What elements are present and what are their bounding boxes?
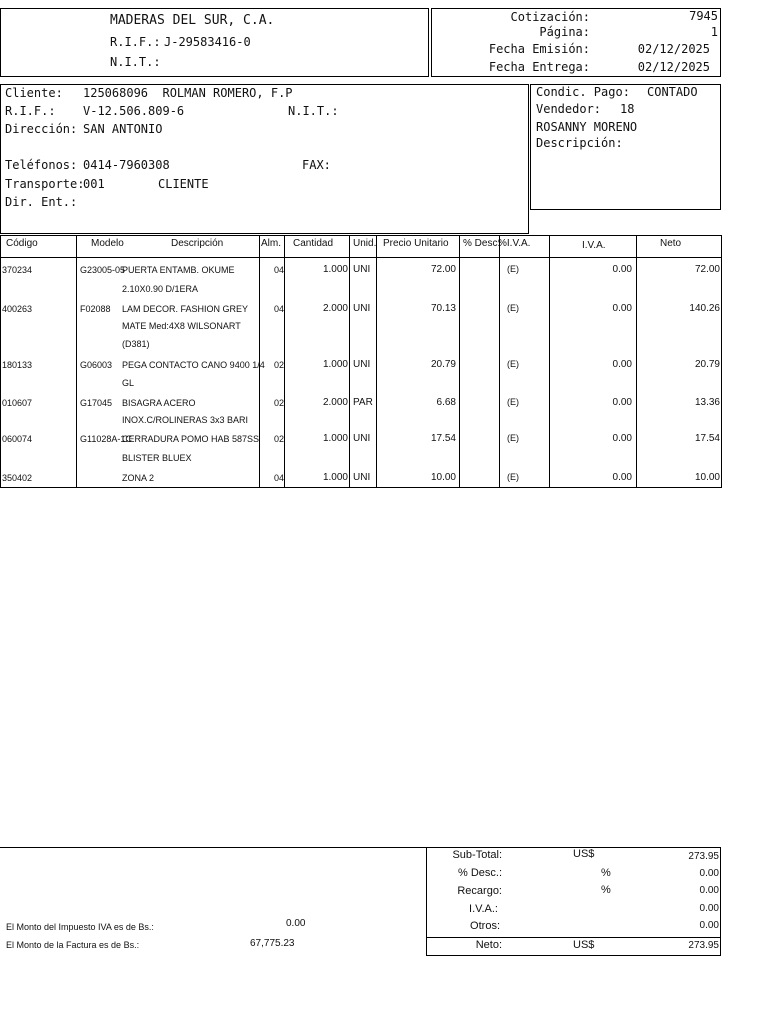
iva-bs-label: El Monto del Impuesto IVA es de Bs.: [6,922,154,932]
neto-value: 273.95 [688,940,719,951]
table-col-line [76,235,77,488]
cell-iva: 0.00 [612,397,632,408]
client-nit-label: N.I.T.: [288,104,339,118]
cell-unid: UNI [353,303,371,314]
cotizacion-label: Cotización: [510,10,590,24]
table-col-line [0,235,1,488]
footer-top-line [0,847,721,848]
pagina-label: Página: [539,25,590,39]
client-box [0,84,529,234]
client-rif-label: R.I.F.: [5,104,56,118]
cell-alm: 02 [274,398,285,408]
table-col-line [499,235,500,488]
cell-cantidad: 1.000 [322,264,348,275]
cell-alm: 02 [274,360,285,370]
cell-porc-iva: (E) [507,303,519,313]
company-name: MADERAS DEL SUR, C.A. [110,13,275,28]
cell-cantidad: 1.000 [322,359,348,370]
fecha-entrega-value: 02/12/2025 [637,60,710,74]
cell-porc-iva: (E) [507,264,519,274]
cell-porc-iva: (E) [507,472,519,482]
fecha-emision-label: Fecha Emisión: [488,42,590,56]
iva-total-value: 0.00 [699,903,719,914]
cell-precio: 72.00 [430,264,456,275]
cliente-label: Cliente: [5,86,63,100]
footer-separator [426,847,427,956]
cell-precio: 17.54 [430,433,456,444]
cell-porc-iva: (E) [507,359,519,369]
cell-codigo: 010607 [2,398,33,408]
cliente-value: 125068096 ROLMAN ROMERO, F.P [83,86,293,100]
desc-label: % Desc.: [457,867,502,879]
cell-neto: 20.79 [694,359,720,370]
otros-label: Otros: [470,920,500,932]
direccion-value: SAN ANTONIO [83,122,163,136]
cell-precio: 70.13 [430,303,456,314]
transporte-label: Transporte: [5,177,85,191]
factura-bs-label: El Monto de la Factura es de Bs.: [6,940,140,950]
descripcion-label: Descripción: [536,136,623,150]
company-rif-label: R.I.F.: [110,35,161,49]
table-col-line [721,235,722,488]
cell-neto: 72.00 [694,264,720,275]
cell-unid: UNI [353,359,371,370]
cell-descripcion: PUERTA ENTAMB. OKUME [122,265,235,275]
cell-neto: 17.54 [694,433,720,444]
cell-iva: 0.00 [612,472,632,483]
table-col-line [549,235,550,488]
desc-value: 0.00 [699,868,719,879]
vendedor-name: ROSANNY MORENO [536,120,638,134]
cell-porc-iva: (E) [507,433,519,443]
cell-unid: UNI [353,264,371,275]
recargo-value: 0.00 [699,885,719,896]
direccion-label: Dirección: [5,122,78,136]
recargo-label: Recargo: [457,885,502,897]
cell-codigo: 180133 [2,360,33,370]
desc-percent: % [601,867,611,879]
table-header-border [0,257,721,258]
cell-iva: 0.00 [612,433,632,444]
header-neto: Neto [660,238,682,249]
cell-modelo: G23005-05 [80,265,126,275]
cell-iva: 0.00 [612,359,632,370]
neto-currency: US$ [573,939,595,951]
footer-bottom-line [426,955,721,956]
header-unid: Unid. [353,238,377,249]
cell-codigo: 350402 [2,473,33,483]
cell-cantidad: 2.000 [322,303,348,314]
table-bottom-border [0,487,721,488]
cell-unid: UNI [353,472,371,483]
transporte-desc: CLIENTE [158,177,209,191]
cell-descripcion: LAM DECOR. FASHION GREY [122,304,249,314]
cell-alm: 04 [274,304,285,314]
iva-total-label: I.V.A.: [469,903,498,915]
cell-descripcion-line2: 2.10X0.90 D/1ERA [122,284,199,294]
client-rif-value: V-12.506.809-6 [83,104,185,118]
vendedor-value: 18 [620,102,635,116]
footer-right-border [720,847,721,956]
otros-value: 0.00 [699,920,719,931]
cell-unid: PAR [353,397,373,408]
table-col-line [636,235,637,488]
header-porc-iva: %I.V.A. [498,238,531,249]
header-iva: I.V.A. [582,240,606,251]
transporte-value: 001 [83,177,105,191]
neto-label: Neto: [475,939,502,951]
cell-descripcion: CERRADURA POMO HAB 587SS [122,434,260,444]
cell-descripcion: BISAGRA ACERO [122,398,196,408]
cell-modelo: G06003 [80,360,113,370]
subtotal-label: Sub-Total: [452,849,502,861]
header-descripcion: Descripción [171,238,224,249]
cell-alm: 02 [274,434,285,444]
cell-iva: 0.00 [612,303,632,314]
cell-codigo: 370234 [2,265,33,275]
cell-cantidad: 2.000 [322,397,348,408]
fecha-entrega-label: Fecha Entrega: [488,60,590,74]
cell-descripcion-line2: MATE Med:4X8 WILSONART [122,321,241,331]
iva-bs-value: 0.00 [286,918,306,929]
header-cantidad: Cantidad [293,238,334,249]
cell-precio: 10.00 [430,472,456,483]
cell-cantidad: 1.000 [322,472,348,483]
header-codigo: Código [6,238,38,249]
cell-descripcion-line2: INOX.C/ROLINERAS 3x3 BARI [122,415,249,425]
header-modelo: Modelo [91,238,124,249]
cell-unid: UNI [353,433,371,444]
footer-neto-top-line [426,937,721,938]
factura-bs-value: 67,775.23 [250,938,295,949]
cell-descripcion: ZONA 2 [122,473,155,483]
cell-descripcion-line2: GL [122,378,135,388]
table-col-line [284,235,285,488]
cell-neto: 140.26 [689,303,720,314]
cell-codigo: 060074 [2,434,33,444]
cell-descripcion: PEGA CONTACTO CANO 9400 1/4 [122,360,265,370]
cell-descripcion-line3: (D381) [122,339,150,349]
cell-modelo: G11028A-1C [80,434,132,444]
cell-descripcion-line2: BLISTER BLUEX [122,453,192,463]
header-alm: Alm. [261,238,281,249]
fax-label: FAX: [302,158,331,172]
telefonos-label: Teléfonos: [5,158,78,172]
subtotal-value: 273.95 [688,851,719,862]
vendedor-label: Vendedor: [536,102,602,116]
cell-neto: 13.36 [694,397,720,408]
telefonos-value: 0414-7960308 [83,158,170,172]
company-nit-label: N.I.T.: [110,55,161,69]
cell-precio: 6.68 [436,397,456,408]
cell-alm: 04 [274,265,285,275]
fecha-emision-value: 02/12/2025 [637,42,710,56]
table-col-line [459,235,460,488]
header-desc: % Desc. [463,238,501,249]
table-top-border [0,235,721,236]
cell-modelo: G17045 [80,398,113,408]
cell-cantidad: 1.000 [322,433,348,444]
company-rif-value: J-29583416-0 [164,35,251,49]
cell-iva: 0.00 [612,264,632,275]
cell-porc-iva: (E) [507,397,519,407]
cell-codigo: 400263 [2,304,33,314]
cell-neto: 10.00 [694,472,720,483]
pagina-number: 1 [710,25,718,39]
cell-alm: 04 [274,473,285,483]
dir-ent-label: Dir. Ent.: [5,195,78,209]
cotizacion-number: 7945 [689,9,718,23]
table-col-line [376,235,377,488]
condic-pago-value: CONTADO [647,85,698,99]
cell-modelo: F02088 [80,304,111,314]
subtotal-currency: US$ [573,848,595,860]
table-col-line [349,235,350,488]
recargo-percent: % [601,884,611,896]
condic-pago-label: Condic. Pago: [536,85,630,99]
cell-precio: 20.79 [430,359,456,370]
header-precio-unitario: Precio Unitario [383,238,449,249]
